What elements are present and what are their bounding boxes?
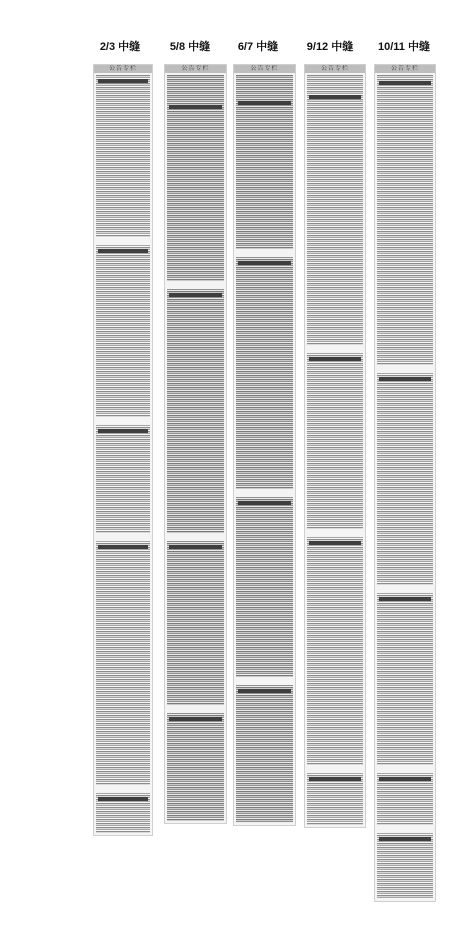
column-label-10-11: 10/11 中缝 <box>378 41 430 53</box>
notice-text-block <box>377 75 433 899</box>
notice-heading <box>379 377 431 381</box>
section-gap <box>307 345 363 353</box>
section-gap <box>236 249 293 257</box>
section-gap <box>96 533 150 541</box>
strip-header: 公告专栏 <box>165 65 226 73</box>
section-gap <box>307 765 363 773</box>
column-label-9-12: 9/12 中缝 <box>306 41 354 53</box>
section-gap <box>377 365 433 373</box>
notice-strip-5-8 <box>164 64 227 824</box>
notice-text-block <box>236 75 293 823</box>
notice-heading <box>98 429 148 433</box>
notice-heading <box>238 261 291 265</box>
notice-heading <box>379 597 431 601</box>
notice-heading <box>169 545 222 549</box>
section-gap <box>377 825 433 833</box>
section-gap <box>167 281 224 289</box>
notice-heading <box>98 79 148 83</box>
section-gap <box>96 785 150 793</box>
section-gap <box>167 533 224 541</box>
notice-heading <box>309 777 361 781</box>
column-label-6-7: 6/7 中缝 <box>237 41 279 53</box>
notice-heading <box>169 105 222 109</box>
column-label-2-3: 2/3 中缝 <box>99 41 141 53</box>
notice-heading <box>169 717 222 721</box>
section-gap <box>236 677 293 685</box>
notice-heading <box>379 777 431 781</box>
notice-strip-6-7 <box>233 64 296 826</box>
notice-heading <box>98 249 148 253</box>
section-gap <box>377 765 433 773</box>
strip-header: 公告专栏 <box>234 65 295 73</box>
section-gap <box>377 585 433 593</box>
notice-heading <box>238 101 291 105</box>
notice-strip-9-12 <box>304 64 366 828</box>
notice-heading <box>309 541 361 545</box>
notice-heading <box>379 837 431 841</box>
notice-heading <box>238 689 291 693</box>
notice-strip-10-11 <box>374 64 436 902</box>
notice-heading <box>98 545 148 549</box>
notice-heading <box>309 95 361 99</box>
notice-heading <box>379 81 431 85</box>
section-gap <box>96 237 150 245</box>
notice-strip-2-3 <box>93 64 153 836</box>
notice-heading <box>169 293 222 297</box>
section-gap <box>236 489 293 497</box>
notice-heading <box>238 501 291 505</box>
section-gap <box>307 529 363 537</box>
section-gap <box>96 417 150 425</box>
notice-heading <box>98 797 148 801</box>
notice-text-block <box>96 75 150 833</box>
strip-header: 公告专栏 <box>375 65 435 73</box>
notice-heading <box>309 357 361 361</box>
notice-text-block <box>307 75 363 825</box>
strip-header: 公告专栏 <box>305 65 365 73</box>
strip-header: 公告专栏 <box>94 65 152 73</box>
section-gap <box>167 705 224 713</box>
column-label-5-8: 5/8 中缝 <box>169 41 211 53</box>
